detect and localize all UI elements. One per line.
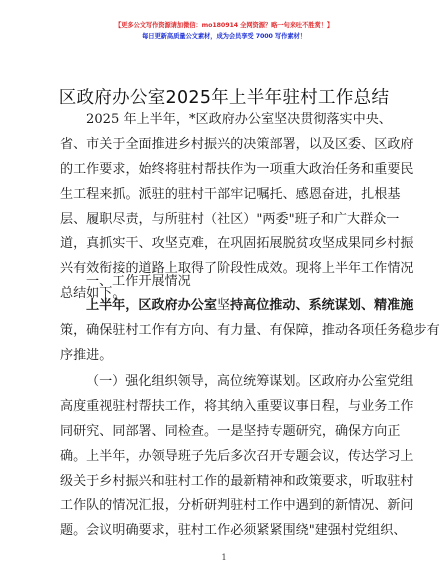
- subsection-1-paragraph: [60, 370, 414, 544]
- section-intro-line: 策，确保驻村工作有方向、有力量、有保障，推动各项任务稳步有: [60, 322, 440, 338]
- subsection-line: 同研究、同部署、同检查。一是坚持专题研究，确保方向正: [60, 423, 401, 439]
- subsection-line: 确。上半年，办领导班子先后多次召开专题会议，传达学习上: [60, 448, 414, 464]
- subsection-line: 工作队的情况汇报，分析研判驻村工作中遇到的新情况、新问: [60, 498, 414, 514]
- intro-line: 的工作要求，始终将驻村帮扶作为一项重大政治任务和重要民: [60, 161, 414, 177]
- subsection-line: 级关于乡村振兴和驻村工作的最新精神和政策要求，听取驻村: [60, 473, 414, 489]
- subsection-line: （一）强化组织领导，高位统筹谋划。区政府办公室党组: [86, 374, 414, 389]
- promo-banner-line-1: 【更多公文写作资源请加微信：mo180914 全网资源？略一句来吐不胜赏！】: [114, 22, 334, 29]
- document-title: 区政府办公室2025年上半年驻村工作总结: [58, 88, 390, 108]
- intro-line: 总结如下。: [60, 286, 126, 302]
- intro-line: 省、市关于全面推进乡村振兴的决策部署，以及区委、区政府: [60, 136, 414, 152]
- promo-banner-line-2: 每日更新高质量公文素材，成为会员享受 7000 写作素材！: [142, 33, 306, 40]
- section-intro-line: 序推进。: [60, 347, 113, 363]
- intro-line: 层、履职尽责，与所驻村（社区）"两委"班子和广大群众一: [60, 211, 400, 227]
- intro-line: 兴有效衔接的道路上取得了阶段性成效。现将上半年工作情况: [60, 261, 414, 277]
- promo-banner: [0, 20, 448, 42]
- intro-line: 2025 年上半年，*区政府办公室坚决贯彻落实中央、: [86, 112, 392, 127]
- intro-line: 生工程来抓。派驻的驻村干部牢记嘱托、感恩奋进，扎根基: [60, 186, 401, 202]
- page-number: 1: [221, 553, 227, 562]
- subsection-line: 题。会议明确要求，驻村工作必须紧紧围绕"建强村党组织、: [60, 523, 407, 539]
- section-intro-paragraph: [60, 294, 440, 369]
- subsection-line: 高度重视驻村帮扶工作，将其纳入重要议事日程，与业务工作: [60, 398, 414, 414]
- intro-line: 道，真抓实干、攻坚克难，在巩固拓展脱贫攻坚成果同乡村振: [60, 236, 414, 252]
- section-heading: 一、工作开展情况: [86, 274, 191, 289]
- section-intro-line: 上半年，区政府办公室坚持高位推动、系统谋划、精准施: [86, 298, 414, 313]
